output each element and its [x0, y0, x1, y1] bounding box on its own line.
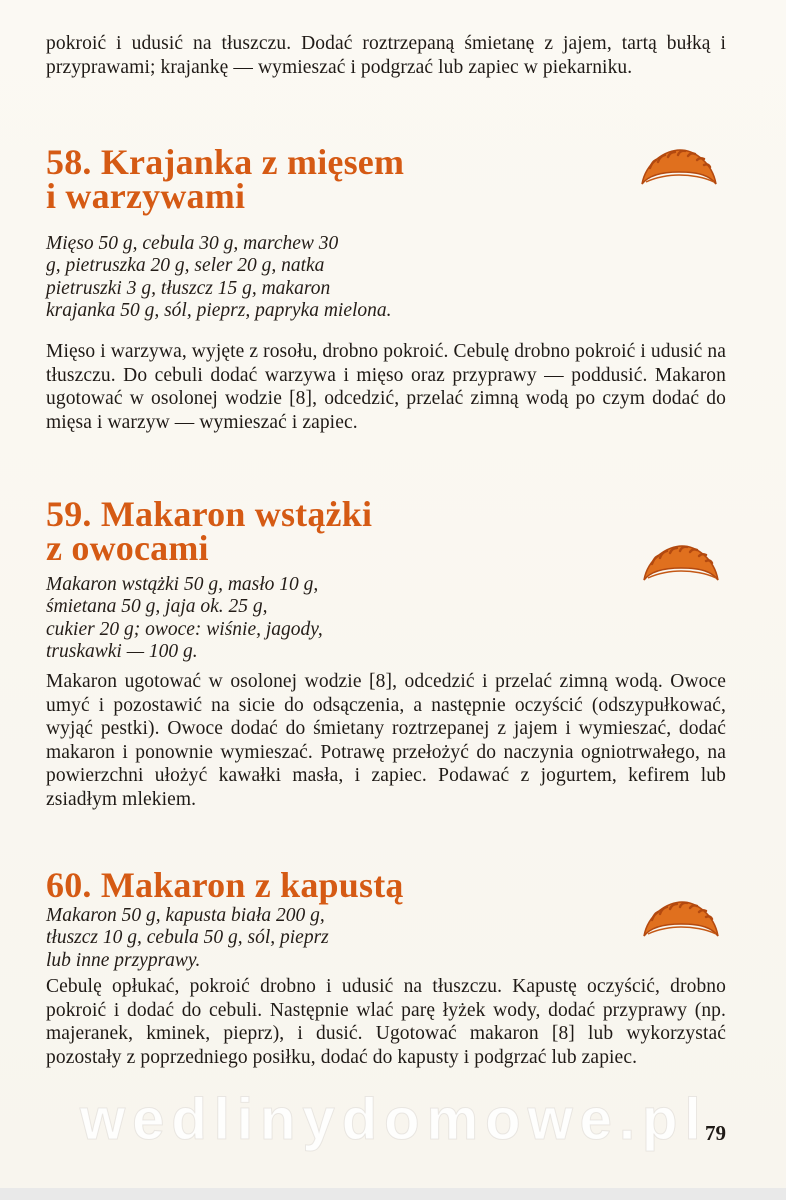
recipe-58-ingredients: [46, 233, 392, 323]
recipe-60-ingredients: [46, 905, 329, 972]
ingredient-line: truskawki — 100 g.: [46, 641, 198, 663]
recipe-58-method: [46, 340, 726, 434]
ingredient-line: pietruszki 3 g, tłuszcz 15 g, makaron: [46, 277, 331, 299]
method-paragraph: Cebulę opłukać, pokroić drobno i udusić na tłuszczu. Kapustę oczyścić, drobno pokroić i dodać do cebuli. Następnie wlać parę łyżek wody, dodać przyprawy (np. majeranek, kminek, pieprz), i dusić. Ugotować makaron [8] lub wykorzystać pozostały z poprzedniego posiłku, dodać do kapusty i podgrzać lub zapiec.: [46, 976, 726, 1068]
recipe-60-title: [46, 865, 404, 905]
bottom-edge: [0, 1188, 786, 1200]
recipe-59-title: [46, 494, 373, 568]
ingredient-line: Makaron wstążki 50 g, masło 10 g,: [46, 574, 319, 595]
recipe-59-ingredients: [46, 574, 323, 664]
ingredient-line: Makaron 50 g, kapusta biała 200 g,: [46, 905, 325, 926]
pastry-icon: [640, 896, 722, 944]
ingredient-line: lub inne przyprawy.: [46, 949, 201, 971]
recipe-title-line1: Krajanka z mięsem: [100, 142, 405, 182]
watermark: wedlinydomowe.pl: [80, 1087, 708, 1152]
recipe-title-line2: z owocami: [46, 528, 209, 568]
recipe-title-line1: Makaron wstążki: [100, 494, 373, 534]
pastry-icon: [640, 540, 722, 588]
ingredient-line: krajanka 50 g, sól, pieprz, papryka mielona.: [46, 300, 392, 322]
method-paragraph: Mięso i warzywa, wyjęte z rosołu, drobno pokroić. Cebulę drobno pokroić i udusić na tłuszczu. Do cebuli dodać warzywa i mięso oraz przyprawy — poddusić. Makaron ugotować w osolonej wodzie [8], odcedzić, przelać zimną wodą po czym dodać do mięsa i warzyw — wymieszać i zapiec.: [46, 341, 726, 433]
recipe-number: 60.: [46, 865, 92, 905]
ingredient-line: śmietana 50 g, jaja ok. 25 g,: [46, 596, 268, 618]
ingredient-line: cukier 20 g; owoce: wiśnie, jagody,: [46, 618, 323, 640]
recipe-59-method: [46, 670, 726, 812]
recipe-number: 59.: [46, 494, 92, 534]
pastry-icon: [638, 144, 720, 192]
method-paragraph: Makaron ugotować w osolonej wodzie [8], odcedzić i przelać zimną wodą. Owoce umyć i pozostawić na sicie do odsączenia, a następnie oczyścić (odszypułkować, wyjąć pestki). Owoce dodać do śmietany roztrzepanej z jajem i wymieszać, dodać makaron i ponownie wymieszać. Potrawę przełożyć do naczynia ogniotrwałego, na powierzchni ułożyć kawałki masła, i zapiec. Podawać z jogurtem, kefirem lub zsiadłym mlekiem.: [46, 671, 726, 810]
intro-paragraph: pokroić i udusić na tłuszczu. Dodać roztrzepaną śmietanę z jajem, tartą bułką i przyprawami; krajankę — wymieszać i podgrzać lub zapiec w piekarniku.: [46, 33, 726, 78]
intro-section: [46, 32, 726, 79]
recipe-title-line2: i warzywami: [46, 176, 246, 216]
ingredient-line: Mięso 50 g, cebula 30 g, marchew 30: [46, 233, 339, 254]
recipe-title-line1: Makaron z kapustą: [100, 865, 404, 905]
ingredient-line: g, pietruszka 20 g, seler 20 g, natka: [46, 255, 325, 277]
ingredient-line: tłuszcz 10 g, cebula 50 g, sól, pieprz: [46, 927, 329, 949]
page-number: 79: [705, 1121, 726, 1145]
recipe-58-title: [46, 142, 405, 216]
recipe-number: 58.: [46, 142, 92, 182]
recipe-60-method: [46, 975, 726, 1069]
